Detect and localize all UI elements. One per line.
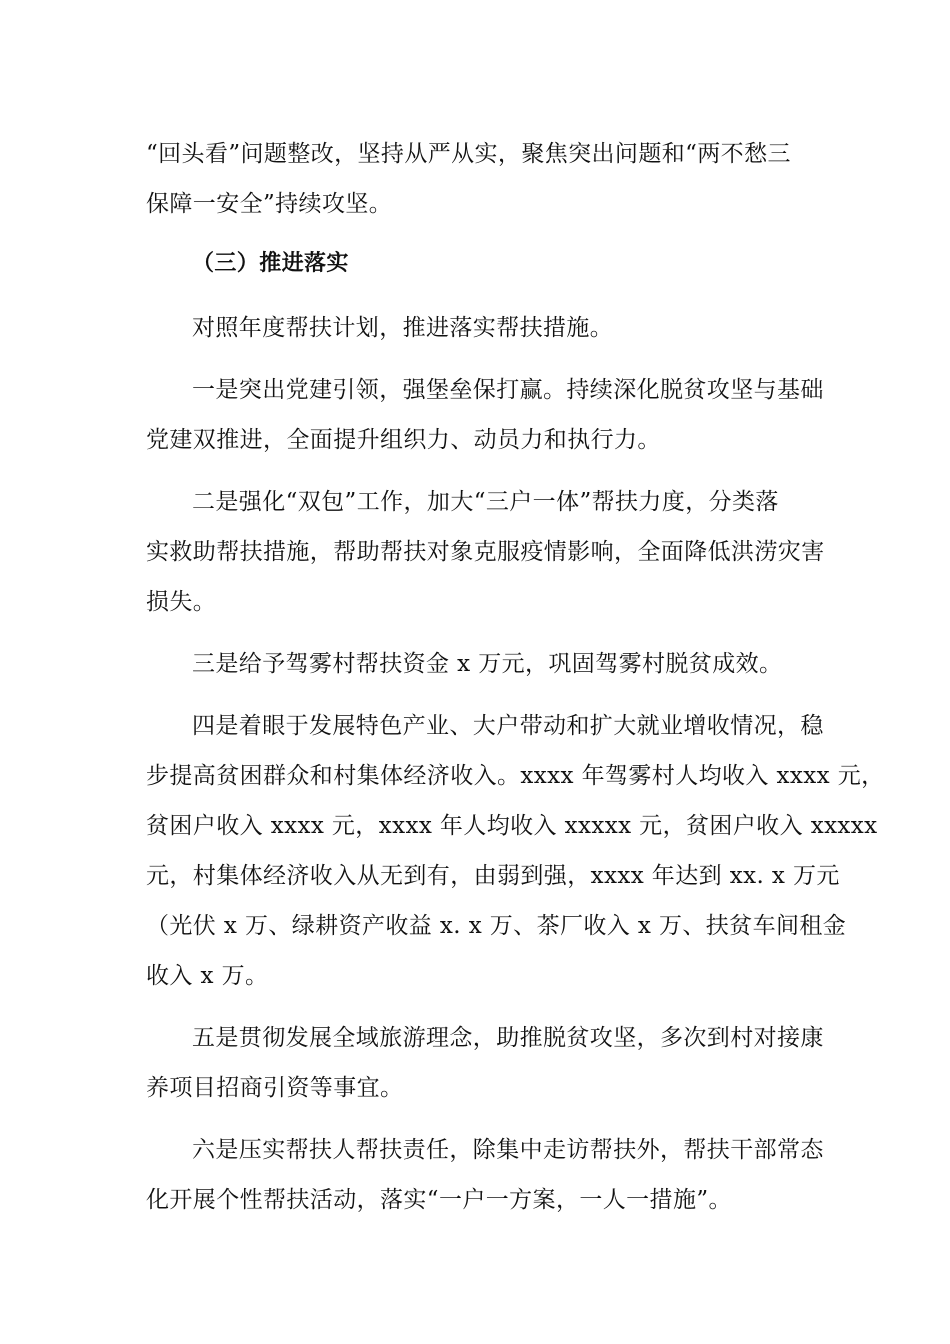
paragraph-line: 收入 x 万。 [146, 963, 269, 989]
paragraph-line: （光伏 x 万、绿耕资产收益 x. x 万、茶厂收入 x 万、扶贫车间租金 [146, 913, 847, 939]
paragraph-line: 实救助帮扶措施，帮助帮扶对象克服疫情影响，全面降低洪涝灾害 [146, 539, 825, 565]
paragraph-line: 二是强化“双包”工作，加大“三户一体”帮扶力度，分类落 [192, 489, 779, 515]
paragraph-line: 六是压实帮扶人帮扶责任，除集中走访帮扶外，帮扶干部常态 [192, 1137, 824, 1163]
paragraph-line: 步提高贫困群众和村集体经济收入。xxxx 年驾雾村人均收入 xxxx 元， [146, 763, 885, 789]
paragraph-line: 一是突出党建引领，强堡垒保打赢。持续深化脱贫攻坚与基础 [192, 377, 824, 403]
paragraph-line: 对照年度帮扶计划，推进落实帮扶措施。 [192, 315, 614, 341]
section-heading: （三）推进落实 [192, 251, 349, 276]
paragraph-line: 元，村集体经济收入从无到有，由弱到强，xxxx 年达到 xx. x 万元 [146, 863, 840, 889]
paragraph-line: 三是给予驾雾村帮扶资金 x 万元，巩固驾雾村脱贫成效。 [192, 651, 783, 677]
paragraph-line: 贫困户收入 xxxx 元，xxxx 年人均收入 xxxxx 元，贫困户收入 xxxxx [146, 813, 878, 839]
paragraph-line: 四是着眼于发展特色产业、大户带动和扩大就业增收情况，稳 [192, 713, 824, 739]
paragraph-line: 保障一安全”持续攻坚。 [146, 191, 393, 217]
paragraph-line: “回头看”问题整改，坚持从严从实，聚焦突出问题和“两不愁三 [146, 141, 791, 167]
paragraph-line: 养项目招商引资等事宜。 [146, 1075, 404, 1101]
paragraph-line: 损失。 [146, 589, 217, 615]
paragraph-line: 党建双推进，全面提升组织力、动员力和执行力。 [146, 427, 661, 453]
paragraph-line: 化开展个性帮扶活动，落实“一户一方案，一人一措施”。 [146, 1187, 732, 1213]
paragraph-line: 五是贯彻发展全域旅游理念，助推脱贫攻坚，多次到村对接康 [192, 1025, 824, 1051]
